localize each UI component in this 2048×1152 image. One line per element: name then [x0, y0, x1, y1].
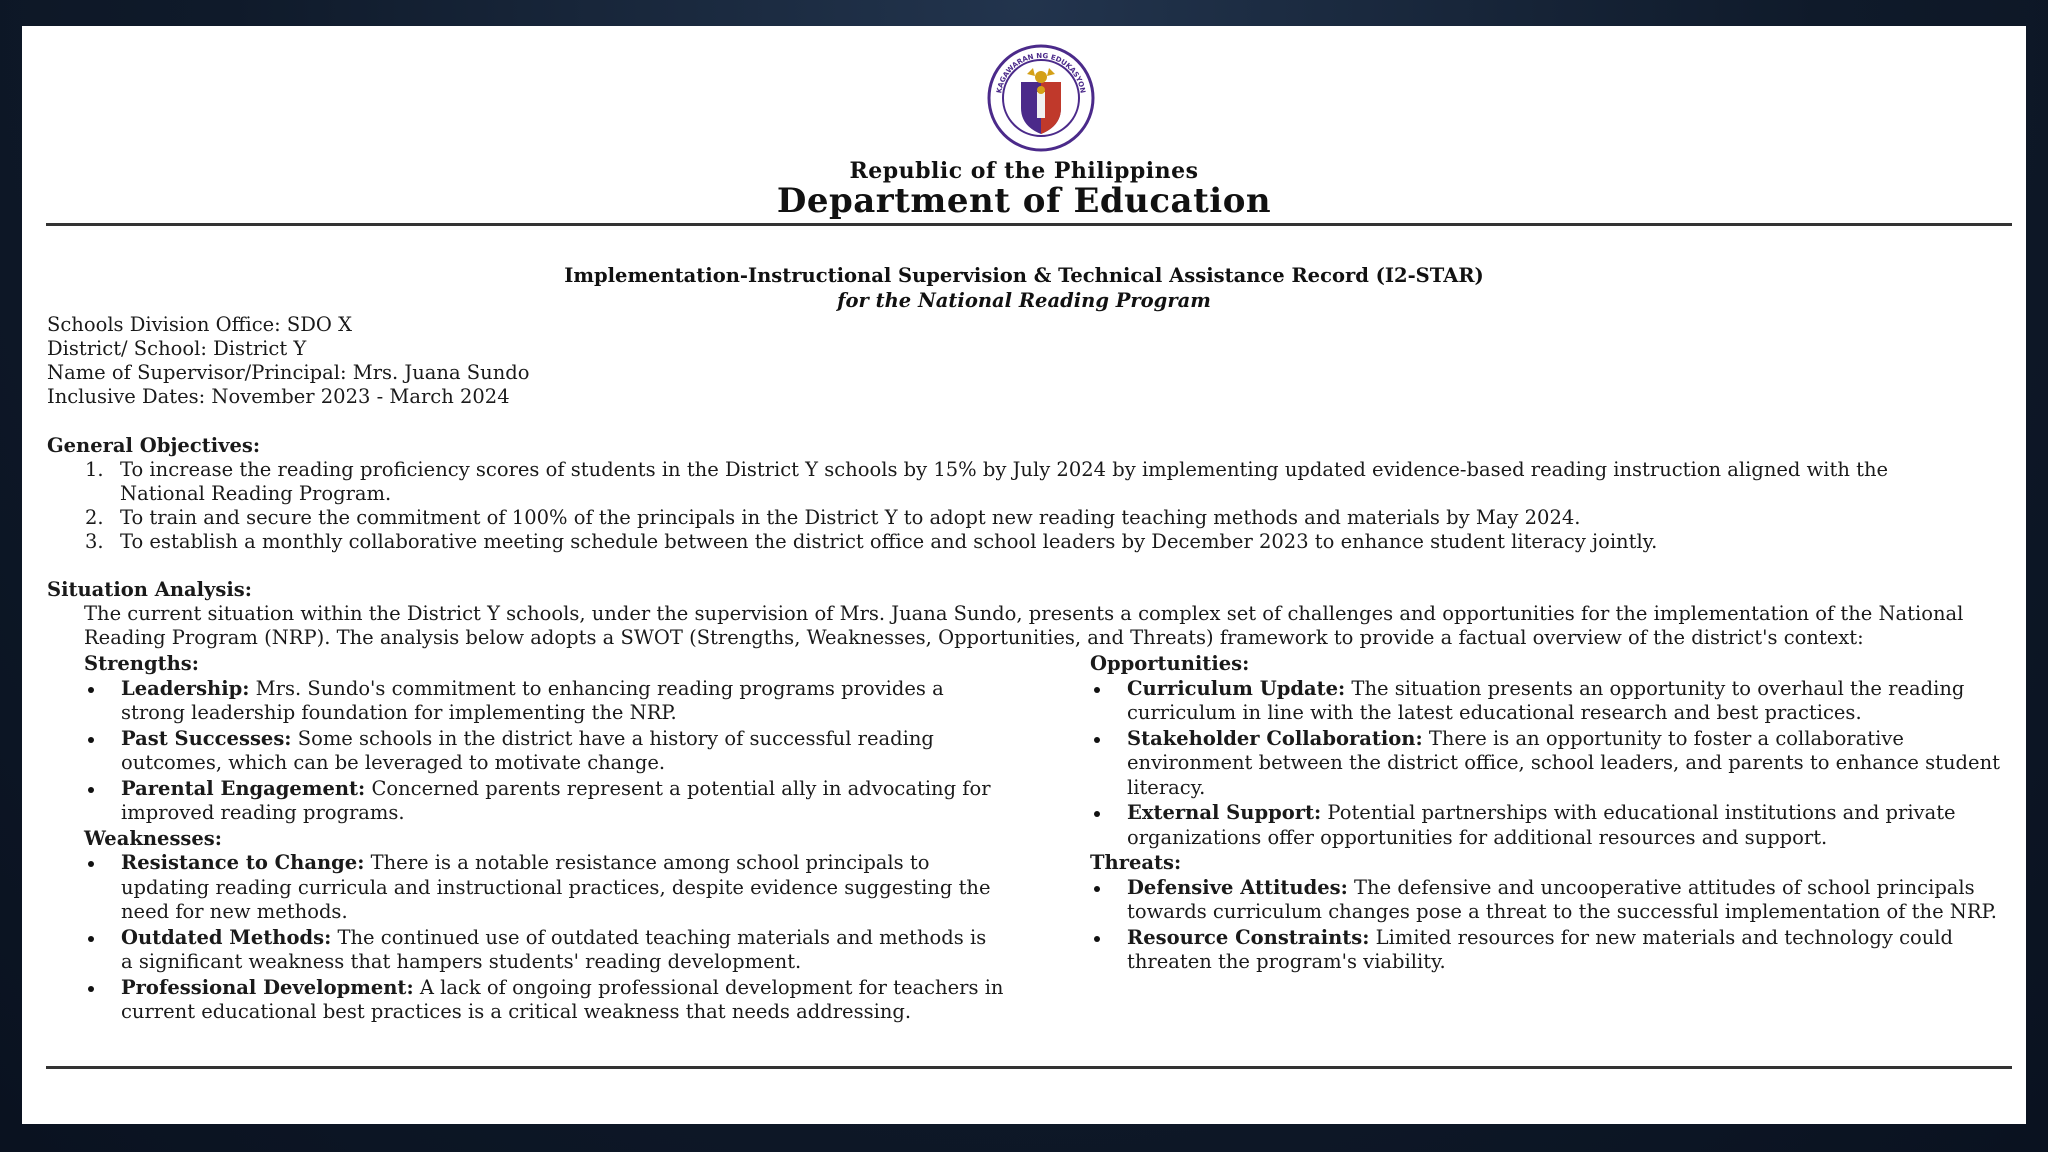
opportunities-list [1090, 677, 2010, 851]
item-term: Resource Constraints: [1127, 925, 1370, 949]
item-term: External Support: [1127, 801, 1322, 824]
list-item [84, 926, 1004, 975]
objective-text: To increase the reading proficiency scores of students in the District Y schools by 15% by July 2024 by implementing updated evidence-based reading instruction aligned with the National Reading Program. [120, 458, 1889, 505]
threats-heading: Threats: [1090, 851, 1182, 874]
list-item [47, 506, 1967, 530]
list-item [84, 851, 1004, 925]
item-term: Past Successes: [121, 726, 292, 750]
district-school: District/ School: District Y [47, 337, 307, 360]
strengths-heading: Strengths: [84, 652, 199, 675]
list-item [84, 727, 1004, 776]
footer-divider [46, 1066, 2012, 1069]
situation-heading: Situation Analysis: [47, 578, 252, 601]
swot-left-column [84, 652, 1004, 1026]
item-text: Concerned parents represent a potential ally in advocating for improved reading programs. [121, 776, 991, 824]
list-number: 2. [85, 506, 104, 529]
list-number: 3. [85, 530, 104, 553]
document-page [22, 26, 2026, 1124]
item-term: Leadership: [121, 676, 250, 700]
objectives-list [47, 458, 1967, 554]
inclusive-dates: Inclusive Dates: November 2023 - March 2024 [47, 385, 510, 408]
svg-text:KAGAWARAN NG EDUKASYON: KAGAWARAN NG EDUKASYON [995, 51, 1087, 94]
item-text: There is an opportunity to foster a collaborative environment between the district office, school leaders, and parents to enhance student literacy. [1127, 726, 2000, 799]
item-text: The continued use of outdated teaching materials and methods is a significant weakness that hampers students' reading development. [121, 925, 987, 973]
list-number: 1. [85, 458, 104, 481]
list-item [84, 976, 1004, 1025]
item-text: The situation presents an opportunity to overhaul the reading curriculum in line with the latest educational research and best practices. [1127, 676, 1965, 724]
item-text: The defensive and uncooperative attitudes of school principals towards curriculum changes pose a threat to the successful implementation of the NRP. [1127, 875, 1997, 923]
list-item [47, 458, 1967, 506]
list-item [1090, 876, 2010, 925]
item-term: Resistance to Change: [121, 851, 365, 874]
situation-intro: The current situation within the District Y schools, under the supervision of Mrs. Juana Sundo, presents a complex set of challenges and opportunities for the implementation of the National Reading Program (NRP). The analysis below adopts a SWOT (Strengths, Weaknesses, Opportunities, and Threats) framework to provide a factual overview of the district's context: [84, 602, 1964, 649]
item-text: Potential partnerships with educational institutions and private organizations offer opportunities for additional resources and support. [1127, 801, 1956, 849]
item-term: Curriculum Update: [1127, 676, 1346, 700]
department-heading: Department of Education [776, 181, 1272, 221]
opportunities-heading: Opportunities: [1090, 652, 1250, 675]
record-details [47, 313, 530, 409]
item-text: There is a notable resistance among school principals to updating reading curricula and instructional practices, despite evidence suggesting the need for new methods. [121, 851, 991, 923]
deped-seal-icon [987, 44, 1095, 152]
objective-text: To establish a monthly collaborative meeting schedule between the district office and school leaders by December 2023 to enhance student literacy jointly. [120, 530, 1658, 553]
threats-list [1090, 876, 2010, 975]
item-term: Parental Engagement: [121, 776, 366, 800]
objectives-heading: General Objectives: [47, 434, 261, 457]
document-title: Implementation-Instructional Supervision & Technical Assistance Record (I2-STAR) [564, 264, 1484, 287]
item-text: Limited resources for new materials and technology could threaten the program's viability. [1127, 925, 1954, 973]
item-term: Stakeholder Collaboration: [1127, 726, 1423, 750]
weaknesses-heading: Weaknesses: [84, 826, 222, 850]
item-text: A lack of ongoing professional development for teachers in current educational best practices is a critical weakness that needs addressing. [121, 975, 1004, 1023]
swot-right-column [1090, 652, 2010, 976]
supervisor-name: Name of Supervisor/Principal: Mrs. Juana Sundo [47, 361, 530, 384]
list-item [84, 677, 1004, 726]
item-text: Some schools in the district have a history of successful reading outcomes, which can be leveraged to motivate change. [121, 726, 934, 774]
list-item [1090, 677, 2010, 726]
objective-text: To train and secure the commitment of 100% of the principals in the District Y to adopt new reading teaching methods and materials by May 2024. [120, 506, 1581, 529]
header-divider [46, 223, 2012, 226]
strengths-list [84, 677, 1004, 826]
item-text: Mrs. Sundo's commitment to enhancing reading programs provides a strong leadership foundation for implementing the NRP. [121, 676, 944, 724]
division-office: Schools Division Office: SDO X [47, 313, 352, 336]
list-item [47, 530, 1967, 554]
item-term: Defensive Attitudes: [1127, 875, 1348, 899]
document-subtitle: for the National Reading Program [837, 289, 1211, 312]
item-term: Professional Development: [121, 975, 414, 999]
item-term: Outdated Methods: [121, 925, 332, 949]
republic-heading: Republic of the Philippines [849, 158, 1199, 184]
list-item [1090, 926, 2010, 975]
weaknesses-list [84, 851, 1004, 1025]
list-item [1090, 801, 2010, 850]
list-item [84, 777, 1004, 826]
list-item [1090, 727, 2010, 801]
